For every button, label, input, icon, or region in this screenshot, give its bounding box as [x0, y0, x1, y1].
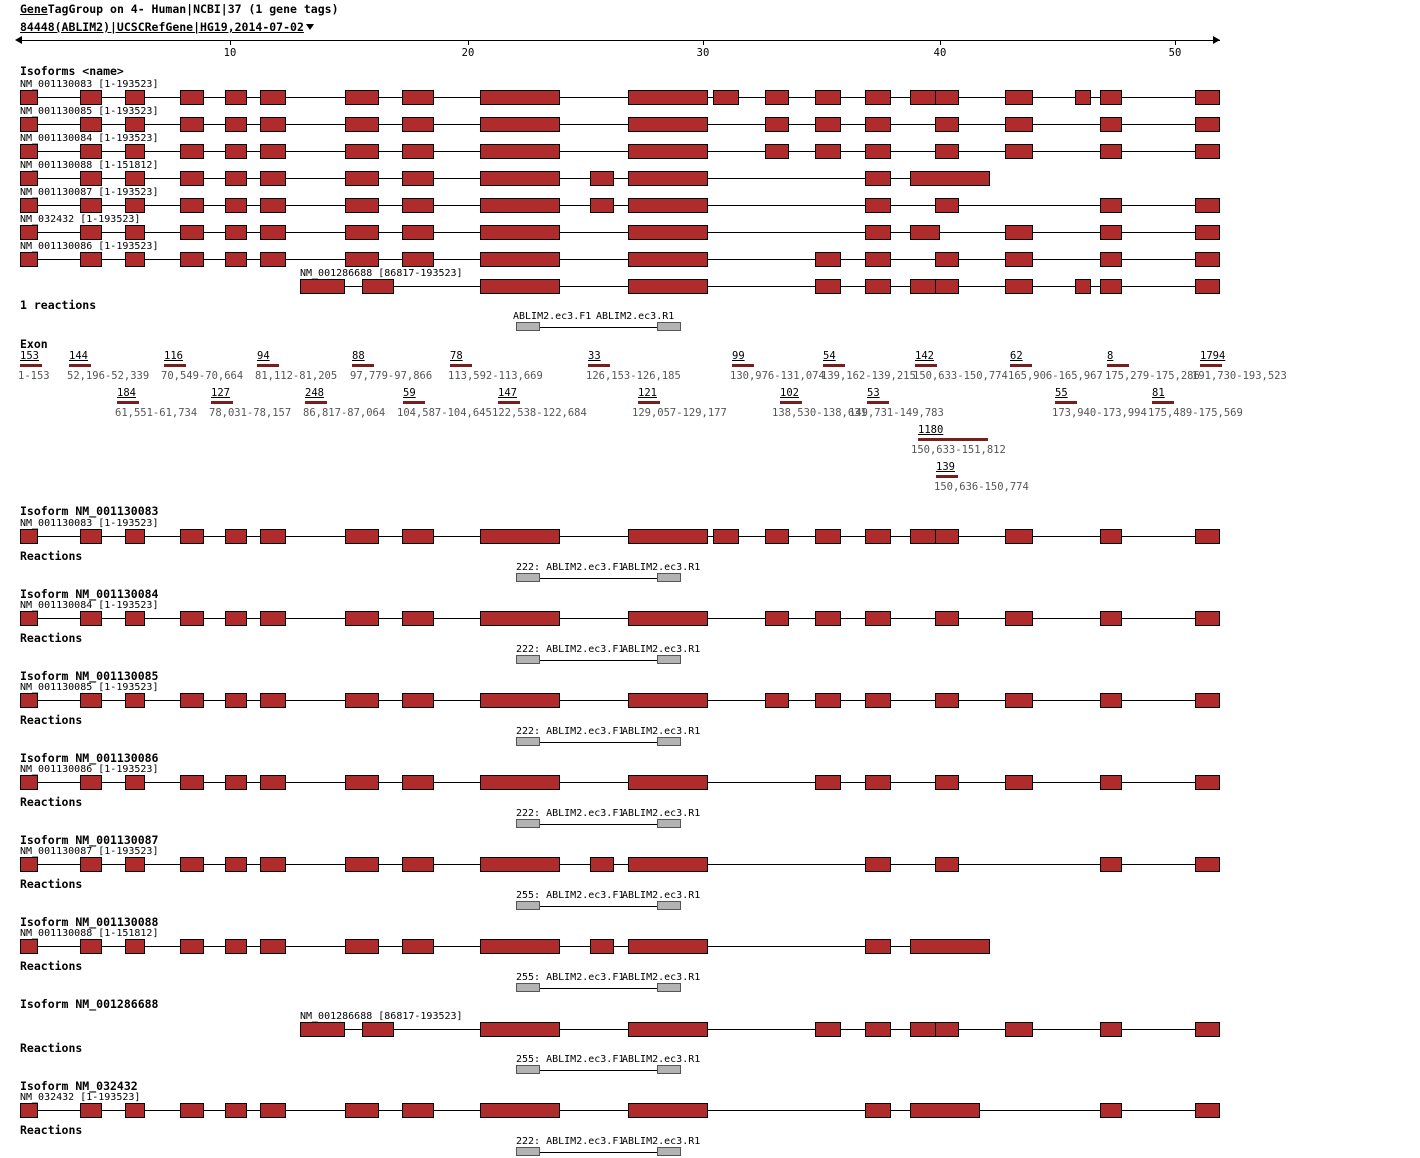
exon-bar	[1107, 364, 1129, 367]
isoform-section-title: Isoform NM_001286688	[20, 997, 159, 1011]
exon-bar	[403, 401, 425, 404]
ruler-tick	[703, 40, 704, 45]
isoform-reactions-label: Reactions	[20, 1041, 83, 1055]
ruler-tick	[1175, 40, 1176, 45]
exon-length[interactable]: 1794	[1200, 350, 1226, 362]
transcript-track[interactable]	[20, 939, 990, 955]
exon-bar	[117, 401, 139, 404]
isoform-section-title: Isoform NM_001130085	[20, 669, 159, 683]
exon-length[interactable]: 99	[732, 350, 745, 362]
exon-bar	[915, 364, 937, 367]
reaction-primer-left-label[interactable]: 222: ABLIM2.ec3.F1	[516, 1136, 625, 1147]
transcript-label[interactable]: NM_001286688 [86817-193523]	[300, 1011, 463, 1022]
isoform-section-title: Isoform NM_001130086	[20, 751, 159, 765]
isoform-reactions-label: Reactions	[20, 549, 83, 563]
exon-range: 86,817-87,064	[303, 407, 386, 419]
isoform-reactions-label: Reactions	[20, 959, 83, 973]
ruler-tick-label: 20	[461, 47, 475, 59]
exon-range: 78,031-78,157	[209, 407, 292, 419]
exon-bar	[1055, 401, 1077, 404]
exon-length[interactable]: 81	[1152, 387, 1165, 399]
transcript-track[interactable]	[20, 252, 1220, 268]
exon-length[interactable]: 78	[450, 350, 463, 362]
exon-range: 150,633-151,812	[911, 444, 1006, 456]
isoform-section-title: Isoform NM_001130087	[20, 833, 159, 847]
transcript-label[interactable]: NM_001130088 [1-151812]	[20, 928, 159, 939]
ruler-axis	[22, 40, 1220, 41]
isoform-reactions-label: Reactions	[20, 877, 83, 891]
isoform-reactions-label: Reactions	[20, 1123, 83, 1137]
gene-link[interactable]: Gene	[20, 2, 48, 16]
reaction-primer-left-label[interactable]: 255: ABLIM2.ec3.F1	[516, 1054, 625, 1065]
exon-bar	[1200, 364, 1222, 367]
transcript-track[interactable]	[20, 171, 990, 187]
isoform-reactions-label: Reactions	[20, 631, 83, 645]
exon-bar	[498, 401, 520, 404]
exon-length[interactable]: 139	[936, 461, 955, 473]
reaction-primer-right-label[interactable]: ABLIM2.ec3.R1	[622, 808, 701, 819]
transcript-label[interactable]: NM_001130084 [1-193523]	[20, 600, 159, 611]
transcript-track[interactable]	[20, 775, 1220, 791]
reaction-amplicon[interactable]	[516, 1065, 681, 1076]
exon-bar	[257, 364, 279, 367]
exon-length[interactable]: 62	[1010, 350, 1023, 362]
transcript-label[interactable]: NM_001130085 [1-193523]	[20, 682, 159, 693]
transcript-label[interactable]: NM_001130087 [1-193523]	[20, 187, 159, 198]
exon-range: 1-153	[18, 370, 50, 382]
reaction-amplicon[interactable]	[516, 901, 681, 912]
exon-range: 175,489-175,569	[1148, 407, 1243, 419]
reaction-amplicon[interactable]	[516, 322, 681, 333]
ruler-tick	[230, 40, 231, 45]
exon-length[interactable]: 54	[823, 350, 836, 362]
exon-bar	[305, 401, 327, 404]
reaction-amplicon[interactable]	[516, 983, 681, 994]
reaction-amplicon[interactable]	[516, 819, 681, 830]
exon-bar	[732, 364, 754, 367]
exon-length[interactable]: 1180	[918, 424, 944, 436]
exon-section-header: Exon	[20, 337, 48, 351]
reactions-count-label: 1 reactions	[20, 298, 97, 312]
exon-range: 150,636-150,774	[934, 481, 1029, 493]
exon-length[interactable]: 144	[69, 350, 88, 362]
transcript-label[interactable]: NM_001130084 [1-193523]	[20, 133, 159, 144]
reaction-primer-right-label[interactable]: ABLIM2.ec3.R1	[622, 726, 701, 737]
exon-bar	[867, 401, 889, 404]
reaction-primer-left-label[interactable]: 222: ABLIM2.ec3.F1	[516, 726, 625, 737]
exon-length[interactable]: 142	[915, 350, 934, 362]
page-title-text: TagGroup on 4- Human|NCBI|37 (1 gene tags)	[47, 2, 339, 16]
ruler-tick	[468, 40, 469, 45]
caret-down-icon	[306, 24, 314, 30]
exon-length[interactable]: 248	[305, 387, 324, 399]
exon-length[interactable]: 121	[638, 387, 657, 399]
exon-range: 113,592-113,669	[448, 370, 543, 382]
exon-length[interactable]: 88	[352, 350, 365, 362]
exon-range: 81,112-81,205	[255, 370, 338, 382]
exon-range: 70,549-70,664	[161, 370, 244, 382]
reaction-amplicon[interactable]	[516, 655, 681, 666]
transcript-track[interactable]	[300, 1022, 1220, 1038]
reaction-primer-right-label[interactable]: ABLIM2.ec3.R1	[622, 1136, 701, 1147]
exon-length[interactable]: 55	[1055, 387, 1068, 399]
transcript-label[interactable]: NM_032432 [1-193523]	[20, 214, 141, 225]
exon-range: 126,153-126,185	[586, 370, 681, 382]
ruler-tick-label: 50	[1168, 47, 1182, 59]
isoform-section-title: Isoform NM_001130083	[20, 504, 159, 518]
isoform-section-title: Isoform NM_001130084	[20, 587, 159, 601]
exon-range: 165,906-165,967	[1008, 370, 1103, 382]
exon-range: 104,587-104,645	[397, 407, 492, 419]
exon-length[interactable]: 33	[588, 350, 601, 362]
exon-bar	[780, 401, 802, 404]
exon-range: 173,940-173,994	[1052, 407, 1147, 419]
exon-range: 139,162-139,215	[821, 370, 916, 382]
exon-bar	[164, 364, 186, 367]
gene-subtitle[interactable]: 84448(ABLIM2)|UCSCRefGene|HG19,2014-07-02	[20, 20, 304, 34]
exon-bar	[1010, 364, 1032, 367]
transcript-track[interactable]	[20, 225, 1220, 241]
isoforms-section-header: Isoforms <name>	[20, 64, 124, 78]
transcript-track[interactable]	[20, 90, 1220, 106]
isoform-section-title: Isoform NM_032432	[20, 1079, 138, 1093]
exon-bar	[936, 475, 958, 478]
exon-range: 175,279-175,286	[1105, 370, 1200, 382]
transcript-label[interactable]: NM_032432 [1-193523]	[20, 1092, 141, 1103]
ruler-tick-label: 10	[223, 47, 237, 59]
exon-length[interactable]: 94	[257, 350, 270, 362]
reaction-primer-left-label[interactable]: 255: ABLIM2.ec3.F1	[516, 972, 625, 983]
exon-range: 130,976-131,074	[730, 370, 825, 382]
exon-bar	[352, 364, 374, 367]
ruler-tick-label: 30	[696, 47, 710, 59]
isoform-reactions-label: Reactions	[20, 713, 83, 727]
reaction-primer-right-label[interactable]: ABLIM2.ec3.R1	[622, 1054, 701, 1065]
transcript-track[interactable]	[20, 117, 1220, 133]
transcript-label[interactable]: NM_001130083 [1-193523]	[20, 79, 159, 90]
exon-length[interactable]: 127	[211, 387, 230, 399]
reaction-primer-right-label[interactable]: ABLIM2.ec3.R1	[622, 972, 701, 983]
reaction-primer-right-label[interactable]: ABLIM2.ec3.R1	[596, 311, 675, 322]
transcript-label[interactable]: NM_001130085 [1-193523]	[20, 106, 159, 117]
reaction-primer-left-label[interactable]: 222: ABLIM2.ec3.F1	[516, 808, 625, 819]
exon-range: 97,779-97,866	[350, 370, 433, 382]
ruler-left-arrow-icon	[15, 36, 22, 44]
exon-range: 191,730-193,523	[1192, 370, 1287, 382]
transcript-track[interactable]	[20, 693, 1220, 709]
transcript-track[interactable]	[20, 529, 1220, 545]
exon-bar	[450, 364, 472, 367]
exon-length[interactable]: 116	[164, 350, 183, 362]
reaction-primer-right-label[interactable]: ABLIM2.ec3.R1	[622, 890, 701, 901]
transcript-label[interactable]: NM_001130086 [1-193523]	[20, 764, 159, 775]
isoform-section-title: Isoform NM_001130088	[20, 915, 159, 929]
exon-bar	[638, 401, 660, 404]
exon-length[interactable]: 184	[117, 387, 136, 399]
ruler-tick-label: 40	[933, 47, 947, 59]
exon-bar	[823, 364, 845, 367]
transcript-track[interactable]	[20, 1103, 1220, 1119]
exon-bar	[918, 438, 988, 441]
transcript-label[interactable]: NM_001286688 [86817-193523]	[300, 268, 463, 279]
exon-length[interactable]: 8	[1107, 350, 1114, 362]
exon-range: 149,731-149,783	[849, 407, 944, 419]
reaction-amplicon[interactable]	[516, 1147, 681, 1158]
exon-range: 150,633-150,774	[913, 370, 1008, 382]
exon-range: 129,057-129,177	[632, 407, 727, 419]
reaction-amplicon[interactable]	[516, 737, 681, 748]
reaction-primer-right-label[interactable]: ABLIM2.ec3.R1	[622, 562, 701, 573]
exon-length[interactable]: 59	[403, 387, 416, 399]
transcript-track[interactable]	[300, 279, 1220, 295]
transcript-label[interactable]: NM_001130088 [1-151812]	[20, 160, 159, 171]
transcript-track[interactable]	[20, 144, 1220, 160]
exon-bar	[211, 401, 233, 404]
reaction-primer-left-label[interactable]: 222: ABLIM2.ec3.F1	[516, 644, 625, 655]
exon-length[interactable]: 153	[20, 350, 39, 362]
exon-bar	[69, 364, 91, 367]
transcript-track[interactable]	[20, 857, 1220, 873]
exon-bar	[1152, 401, 1174, 404]
transcript-label[interactable]: NM_001130083 [1-193523]	[20, 518, 159, 529]
exon-bar	[588, 364, 610, 367]
reaction-primer-left-label[interactable]: ABLIM2.ec3.F1	[513, 311, 592, 322]
reaction-primer-left-label[interactable]: 222: ABLIM2.ec3.F1	[516, 562, 625, 573]
exon-range: 122,538-122,684	[492, 407, 587, 419]
ruler-right-arrow-icon	[1213, 36, 1220, 44]
exon-bar	[20, 364, 42, 367]
reaction-amplicon[interactable]	[516, 573, 681, 584]
ruler-tick	[940, 40, 941, 45]
exon-range: 52,196-52,339	[67, 370, 150, 382]
page-title	[20, 2, 339, 16]
reaction-primer-right-label[interactable]: ABLIM2.ec3.R1	[622, 644, 701, 655]
exon-range: 138,530-138,631	[772, 407, 867, 419]
exon-length[interactable]: 147	[498, 387, 517, 399]
isoform-reactions-label: Reactions	[20, 795, 83, 809]
exon-range: 61,551-61,734	[115, 407, 198, 419]
transcript-label[interactable]: NM_001130087 [1-193523]	[20, 846, 159, 857]
reaction-primer-left-label[interactable]: 255: ABLIM2.ec3.F1	[516, 890, 625, 901]
transcript-track[interactable]	[20, 611, 1220, 627]
exon-length[interactable]: 102	[780, 387, 799, 399]
exon-length[interactable]: 53	[867, 387, 880, 399]
transcript-label[interactable]: NM_001130086 [1-193523]	[20, 241, 159, 252]
transcript-track[interactable]	[20, 198, 1220, 214]
